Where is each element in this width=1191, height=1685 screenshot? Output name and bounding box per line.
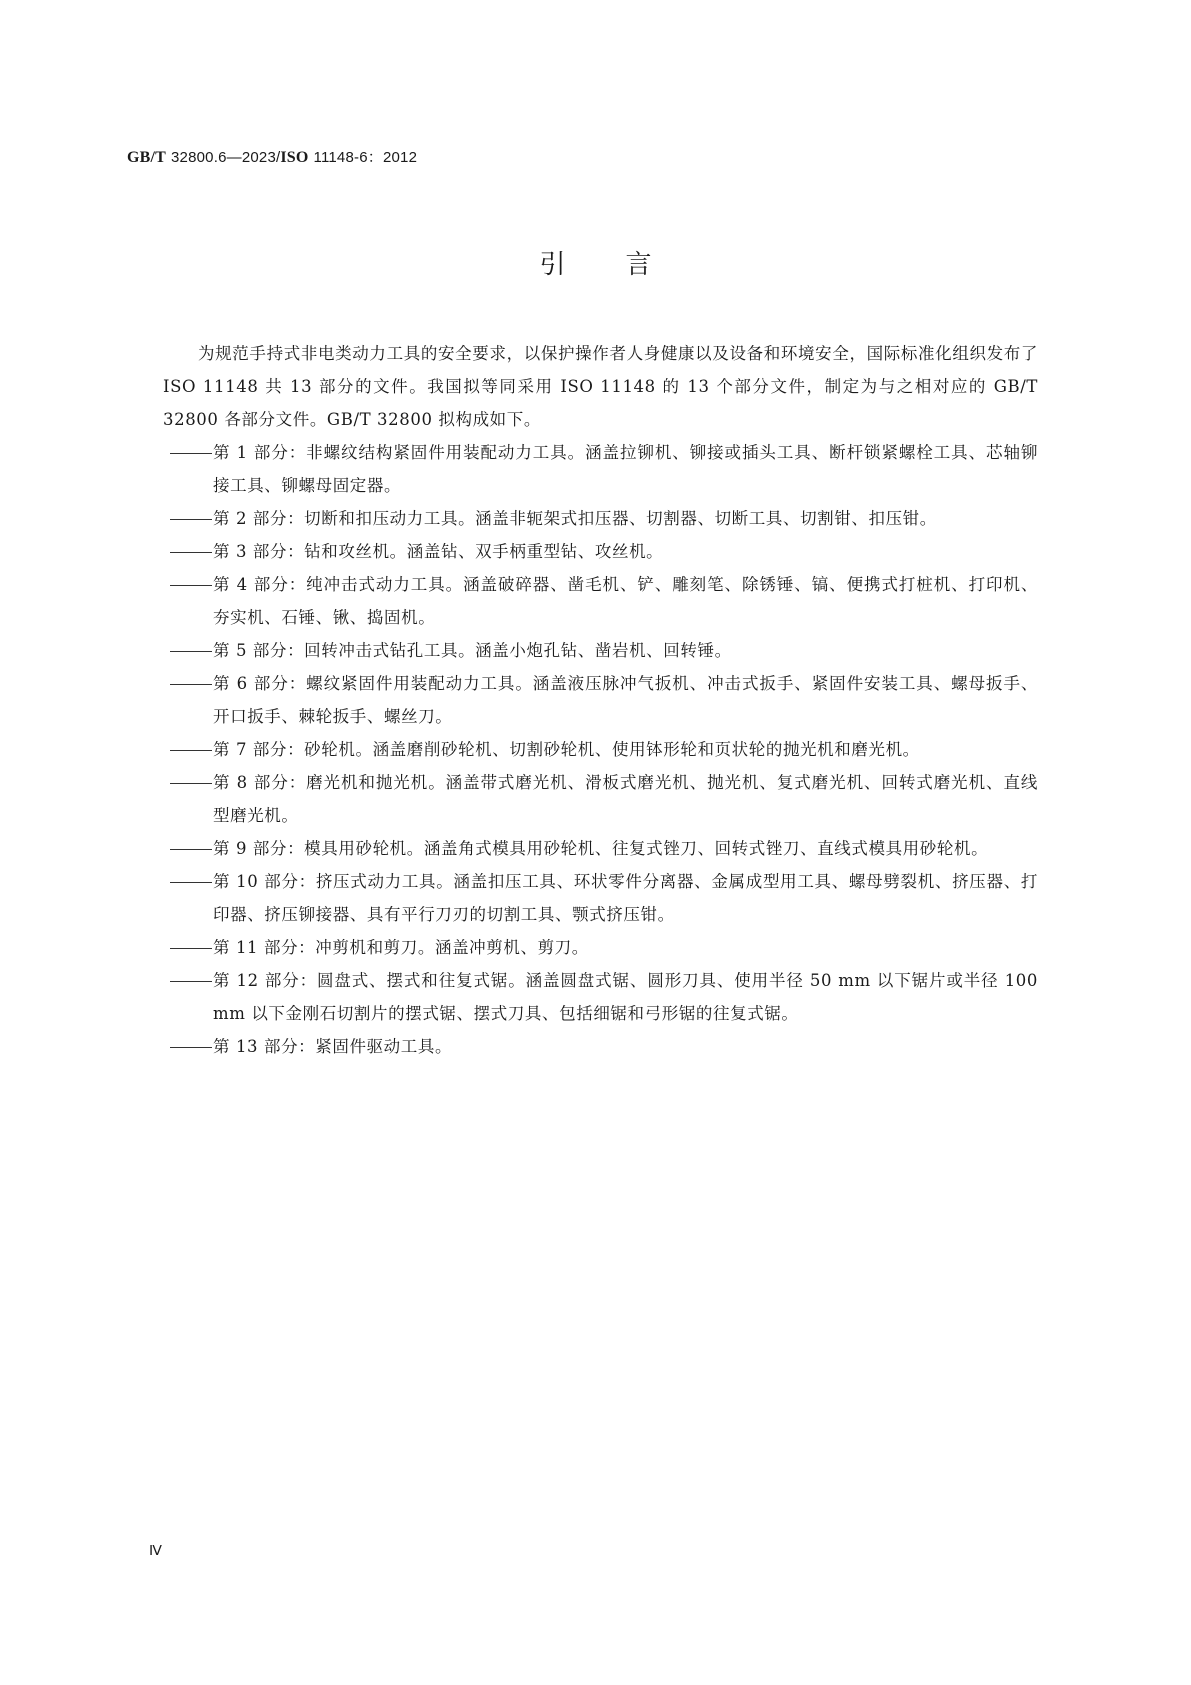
- list-item-part-10: [163, 865, 1038, 931]
- list-item-text: 第 6 部分：螺纹紧固件用装配动力工具。涵盖液压脉冲气扳机、冲击式扳手、紧固件安装工具、螺母扳手、开口扳手、棘轮扳手、螺丝刀。: [213, 674, 1038, 726]
- list-item-text: 第 4 部分：纯冲击式动力工具。涵盖破碎器、凿毛机、铲、雕刻笔、除锈锤、镐、便携式打桩机、打印机、夯实机、石锤、锹、捣固机。: [213, 575, 1038, 627]
- list-item-part-12: [163, 964, 1038, 1030]
- parts-list: [163, 436, 1038, 1063]
- iso-code-number: 11148-6：2012: [313, 149, 418, 166]
- list-item-part-3: [163, 535, 1038, 568]
- list-item-text: 第 11 部分：冲剪机和剪刀。涵盖冲剪机、剪刀。: [213, 938, 589, 957]
- intro-paragraph: 为规范手持式非电类动力工具的安全要求，以保护操作者人身健康以及设备和环境安全，国际标准化组织发布了 ISO 11148 共 13 部分的文件。我国拟等同采用 ISO 11148 的 13 个部分文件，制定为与之相对应的 GB/T 32800 各部分文件。GB/T 32800 拟构成如下。: [163, 344, 1038, 429]
- list-item-part-1: [163, 436, 1038, 502]
- list-item-text: 第 12 部分：圆盘式、摆式和往复式锯。涵盖圆盘式锯、圆形刀具、使用半径 50 mm 以下锯片或半径 100 mm 以下金刚石切割片的摆式锯、摆式刀具、包括细锯和弓形锯的往复式锯。: [213, 971, 1038, 1023]
- list-item-part-4: [163, 568, 1038, 634]
- list-item-part-6: [163, 667, 1038, 733]
- list-item-text: 第 10 部分：挤压式动力工具。涵盖扣压工具、环状零件分离器、金属成型用工具、螺母劈裂机、挤压器、打印器、挤压铆接器、具有平行刀刃的切割工具、颚式挤压钳。: [213, 872, 1038, 924]
- list-item-text: 第 13 部分：紧固件驱动工具。: [213, 1037, 453, 1056]
- list-item-text: 第 7 部分：砂轮机。涵盖磨削砂轮机、切割砂轮机、使用钵形轮和页状轮的抛光机和磨光机。: [213, 740, 920, 759]
- list-item-text: 第 3 部分：钻和攻丝机。涵盖钻、双手柄重型钻、攻丝机。: [213, 542, 664, 561]
- document-body: [163, 337, 1038, 1063]
- standard-code-number: 32800.6—2023/: [171, 149, 281, 166]
- document-header: [127, 146, 417, 167]
- list-item-part-13: [163, 1030, 1038, 1063]
- list-item-text: 第 8 部分：磨光机和抛光机。涵盖带式磨光机、滑板式磨光机、抛光机、复式磨光机、回转式磨光机、直线型磨光机。: [213, 773, 1038, 825]
- list-item-text: 第 2 部分：切断和扣压动力工具。涵盖非轭架式扣压器、切割器、切断工具、切割钳、扣压钳。: [213, 509, 937, 528]
- page-title: 引言: [539, 250, 712, 280]
- page-number: Ⅳ: [149, 1544, 162, 1559]
- list-item-part-11: [163, 931, 1038, 964]
- list-item-part-7: [163, 733, 1038, 766]
- list-item-part-8: [163, 766, 1038, 832]
- list-item-part-9: [163, 832, 1038, 865]
- iso-prefix: ISO: [280, 149, 309, 166]
- list-item-part-2: [163, 502, 1038, 535]
- list-item-text: 第 9 部分：模具用砂轮机。涵盖角式模具用砂轮机、往复式锉刀、回转式锉刀、直线式模具用砂轮机。: [213, 839, 989, 858]
- list-item-text: 第 1 部分：非螺纹结构紧固件用装配动力工具。涵盖拉铆机、铆接或插头工具、断杆锁紧螺栓工具、芯轴铆接工具、铆螺母固定器。: [213, 443, 1038, 495]
- standard-code-prefix: GB/T: [127, 149, 167, 166]
- list-item-part-5: [163, 634, 1038, 667]
- list-item-text: 第 5 部分：回转冲击式钻孔工具。涵盖小炮孔钻、凿岩机、回转锤。: [213, 641, 732, 660]
